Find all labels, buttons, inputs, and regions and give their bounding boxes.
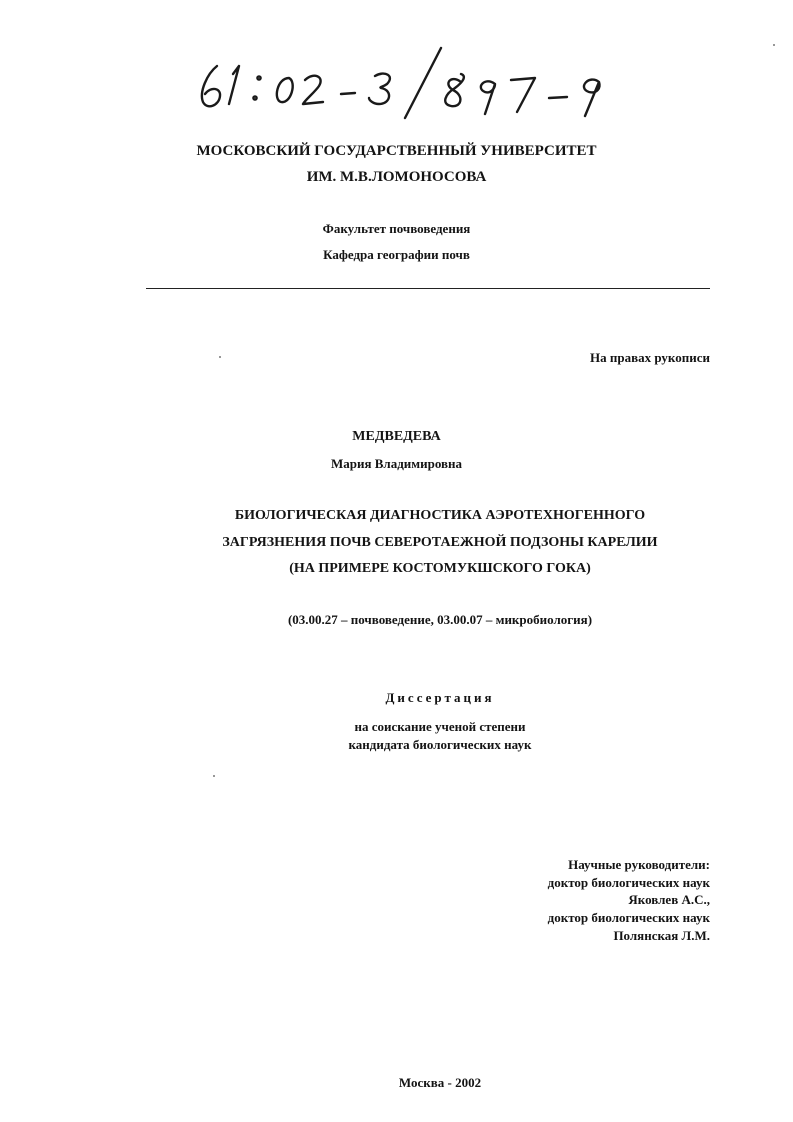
university-honorific: ИМ. М.В.ЛОМОНОСОВА bbox=[306, 169, 487, 185]
author-surname: МЕДВЕДЕВА bbox=[352, 429, 441, 444]
dissertation-title-line-1: БИОЛОГИЧЕСКАЯ ДИАГНОСТИКА АЭРОТЕХНОГЕННОГО bbox=[234, 508, 646, 523]
dissertation-title-line-3: (НА ПРИМЕРЕ КОСТОМУКШСКОГО ГОКА) bbox=[289, 561, 591, 576]
work-type: Диссертация bbox=[385, 690, 495, 705]
header-divider bbox=[146, 288, 710, 289]
supervisor-2-name: Полянская Л.М. bbox=[613, 928, 710, 943]
handwritten-number-drawing bbox=[195, 44, 625, 124]
author-given-names: Мария Владимировна bbox=[330, 456, 463, 471]
supervisor-1-name: Яковлев А.С., bbox=[628, 892, 710, 907]
scan-speck bbox=[213, 775, 215, 777]
dissertation-title-line-2: ЗАГРЯЗНЕНИЯ ПОЧВ СЕВЕРОТАЕЖНОЙ ПОДЗОНЫ КАРЕЛИИ bbox=[222, 535, 658, 550]
department-name: Кафедра географии почв bbox=[323, 247, 470, 262]
supervisor-1-degree: доктор биологических наук bbox=[547, 875, 710, 890]
scan-speck bbox=[219, 356, 221, 358]
scan-speck bbox=[773, 44, 775, 46]
degree-line-1: на соискание ученой степени bbox=[354, 719, 526, 734]
faculty-name: Факультет почвоведения bbox=[322, 221, 471, 236]
university-name: МОСКОВСКИЙ ГОСУДАРСТВЕННЫЙ УНИВЕРСИТЕТ bbox=[196, 143, 597, 159]
specialty-codes: (03.00.27 – почвоведение, 03.00.07 – микробиология) bbox=[287, 612, 593, 627]
degree-line-2: кандидата биологических наук bbox=[348, 737, 532, 752]
supervisors-heading: Научные руководители: bbox=[568, 857, 710, 872]
manuscript-rights-notice: На правах рукописи bbox=[590, 350, 710, 365]
supervisor-2-degree: доктор биологических наук bbox=[547, 910, 710, 925]
place-and-year: Москва - 2002 bbox=[398, 1075, 482, 1090]
handwritten-archive-number bbox=[195, 44, 625, 124]
